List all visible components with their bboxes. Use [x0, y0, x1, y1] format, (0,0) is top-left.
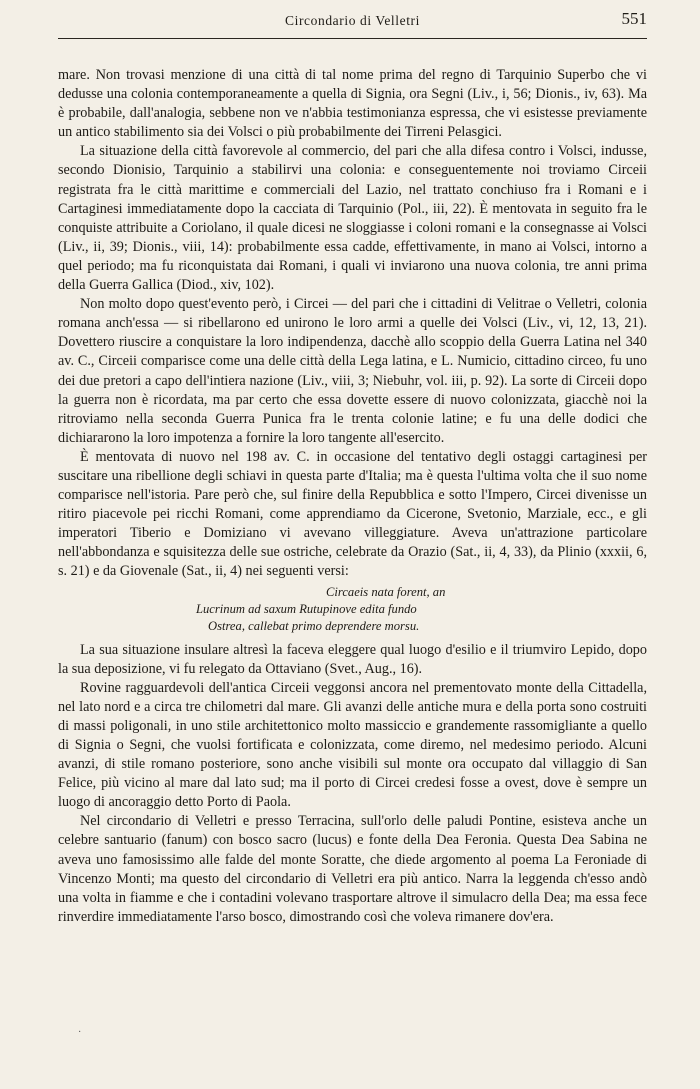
paragraph: La sua situazione insulare altresì la faceva eleggere qual luogo d'esilio e il triumviro Lepido, dopo la sua deposizione, vi fu relegato da Ottaviano (Svet., Aug., 16).	[58, 641, 647, 677]
paragraph: Non molto dopo quest'evento però, i Circei — del pari che i cittadini di Velitrae o Velletri, colonia romana anch'essa — si ribellarono ed unirono le loro armi a quelle dei Volsci (Liv., vi, 12, 13, 21). Dovettero riuscire a conquistare la loro indipendenza, dacchè allo scoppio della Guerra Latina nel 340 av. C., Circeii comparisce come una delle città della Lega latina, e L. Numicio, cittadino circeo, fu uno dei due pretori a capo dell'intiera nazione (Liv., viii, 3; Niebuhr, vol. iii, p. 92). La sorte di Circeii dopo la guerra non è ricordata, ma par certo che essa dovette essere di nuovo colonizzata, giacchè noi la ritroviamo nella seconda Guerra Punica fra le trenta colonie latine; e fu una delle dodici che dichiararono la loro impotenza a fornire la loro tangente all'esercito.	[58, 296, 647, 446]
paragraph: È mentovata di nuovo nel 198 av. C. in occasione del tentativo degli ostaggi cartaginesi per suscitare una ribellione degli schiavi in questa parte d'Italia; ma è questa l'ultima volta che il suo nome comparisce nell'istoria. Pare però che, sul finire della Repubblica e sotto l'Impero, Circei divenisse un ritiro piacevole pei ricchi Romani, come apprendiamo da Cicerone, Svetonio, Marziale, ecc., e gli imperatori Tiberio e Domiziano vi avevano villeggiature. Aveva un'attrazione particolare nell'abbondanza e squisitezza delle sue ostriche, celebrate da Orazio (Sat., ii, 4, 33), da Plinio (xxxii, 6, s. 21) e da Giovenale (Sat., ii, 4) nei seguenti versi:	[58, 448, 647, 580]
page-header	[58, 0, 647, 39]
page-number: 551	[621, 9, 647, 28]
paragraph: La situazione della città favorevole al commercio, del pari che alla difesa contro i Volsci, indusse, secondo Dionisio, Tarquinio a stabilirvi una colonia: e conseguentemente noi troviamo Circeii registrata fra le città marittime e commerciali del Lazio, nel trattato conchiuso fra i Romani e i Cartaginesi immediatamente dopo la cacciata di Tarquinio (Pol., iii, 22). È mentovata in seguito fra le conquiste attribuite a Coriolano, il quale dicesi ne sloggiasse i coloni romani e la consegnasse ai Volsci (Liv., ii, 39; Dionis., viii, 14): probabilmente essa cadde, effettivamente, in mano ai Volsci, intorno a quel periodo; ma fu riconquistata dai Romani, i quali vi inviarono una nuova colonia, tre anni prima della Guerra Gallica (Diod., xiv, 102).	[58, 143, 647, 294]
verse-line: Ostrea, callebat primo deprendere morsu.	[208, 618, 420, 633]
footer-mark: ·	[78, 1027, 82, 1038]
paragraph: Nel circondario di Velletri e presso Terracina, sull'orlo delle paludi Pontine, esisteva anche un celebre santuario (fanum) con bosco sacro (lucus) e fonte della Dea Feronia. Questa Dea Sabina ne aveva uno famosissimo alle falde del monte Soratte, che diede argomento al poema La Feroniade di Vincenzo Monti; ma questo del circondario di Velletri era più antico. Narra la leggenda ch'esso andò una volta in fiamme e che i contadini volevano trasportare altrove il simulacro della Dea; ma essa fece rinverdire immediatamente l'arso bosco, dimostrando così che voleva rimanere dov'era.	[58, 813, 647, 925]
verse-line: Circaeis nata forent, an	[326, 584, 446, 599]
running-title: Circondario di Velletri	[284, 13, 421, 28]
paragraph: Rovine ragguardevoli dell'antica Circeii veggonsi ancora nel prementovato monte della Cittadella, nel lato nord e a circa tre chilometri dal mare. Gli avanzi delle antiche mura e della porta sono costruiti di massi poligonali, in uno stile architettonico molto massiccio e grandemente rassomigliante a quello di Signia o Segni, che vuolsi fortificata e colonizzata, come diremo, nel medesimo periodo. Alcuni avanzi, di stile romano posteriore, sono anche visibili sul monte ora occupato dal villaggio di San Felice, più vicino al mare dal lato sud; ma il porto di Circei credesi fosse a ovest, dove è sempre un luogo di ancoraggio detto Porto di Paola.	[58, 679, 647, 811]
paragraph: mare. Non trovasi menzione di una città di tal nome prima del regno di Tarquinio Superbo che vi dedusse una colonia contemporaneamente a quella di Signia, ora Segni (Liv., i, 56; Dionis., iv, 63). Ma è probabile, dall'analogia, sebbene non ve n'abbia testimonianza espressa, che vi esistesse previamente un antico stabilimento sia dei Volsci o più probabilmente dei Tirreni Pelasgici.	[58, 67, 647, 141]
body-text	[58, 66, 647, 927]
verse-quotation	[58, 584, 647, 635]
verse-line: Lucrinum ad saxum Rutupinove edita fundo	[196, 601, 417, 616]
